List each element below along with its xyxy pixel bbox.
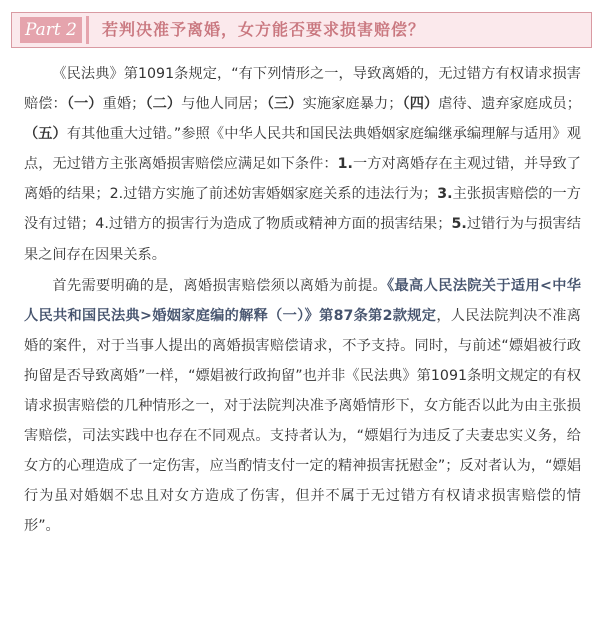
text-segment: 与他人同居； bbox=[181, 96, 267, 113]
bold-segment: （三） bbox=[266, 96, 303, 113]
highlighted-citation: 《最高人民法院关于适用<中华人民共和国民法典>婚姻家庭编的解释（一）》第87条第2款规定 bbox=[24, 277, 581, 324]
text-segment: 主张损害赔偿的一方没有过错；4.过错方的损害行为造成了物质或精神方面的损害结果； bbox=[24, 186, 581, 233]
section-title: 若判决准予离婚，女方能否要求损害赔偿？ bbox=[102, 20, 426, 39]
text-segment: 实施家庭暴力； bbox=[302, 96, 403, 113]
text-segment: ，人民法院判决不准离婚的案件，对于当事人提出的离婚损害赔偿请求，不予支持。同时，与前述“嫖娼被行政拘留是否导致离婚”一样，“嫖娼被行政拘留”也并非《民法典》第1091条明文规定的有权请求损害赔偿的几种情形之一，对于法院判决准予离婚情形下，女方能否以此为由主张损害赔偿，司法实践中也存在不同观点。支持者认为，“嫖娼行为违反了夫妻忠实义务，给女方的心理造成了一定伤害，应当酌情支付一定的精神损害抚慰金”；反对者认为，“嫖娼行为虽对婚姻不忠且对女方造成了伤害，但并不属于无过错方有权请求损害赔偿的情形”。 bbox=[24, 307, 581, 535]
bold-segment: （二） bbox=[145, 96, 182, 113]
bold-segment: （一） bbox=[66, 96, 103, 113]
part-badge: Part 2 bbox=[20, 17, 82, 43]
paragraph-divorce-premise bbox=[24, 271, 581, 542]
paragraph-civil-code-1091 bbox=[24, 59, 581, 270]
header-divider bbox=[86, 16, 89, 44]
article-body bbox=[24, 59, 581, 543]
text-segment: 过错行为与损害结果之间存在因果关系。 bbox=[24, 216, 581, 263]
section-header bbox=[11, 12, 592, 48]
bold-segment: 3. bbox=[437, 186, 453, 203]
text-segment: 重婚； bbox=[102, 96, 146, 113]
text-segment: 《民法典》第1091条规定，“有下列情形之一，导致离婚的，无过错方有权请求损害赔偿： bbox=[24, 66, 581, 113]
bold-segment: （四） bbox=[402, 96, 439, 113]
text-segment: 有其他重大过错。”参照《中华人民共和国民法典婚姻家庭编继承编理解与适用》观点，无过错方主张离婚损害赔偿应满足如下条件： bbox=[24, 126, 581, 173]
text-segment: 虐待、遗弃家庭成员； bbox=[438, 96, 581, 113]
bold-segment: （五） bbox=[24, 126, 67, 143]
text-segment: 一方对离婚存在主观过错，并导致了离婚的结果；2.过错方实施了前述妨害婚姻家庭关系的违法行为； bbox=[24, 156, 581, 203]
bold-segment: 1. bbox=[337, 156, 353, 173]
bold-segment: 5. bbox=[451, 216, 467, 233]
text-segment: 首先需要明确的是，离婚损害赔偿须以离婚为前提。 bbox=[52, 277, 388, 294]
